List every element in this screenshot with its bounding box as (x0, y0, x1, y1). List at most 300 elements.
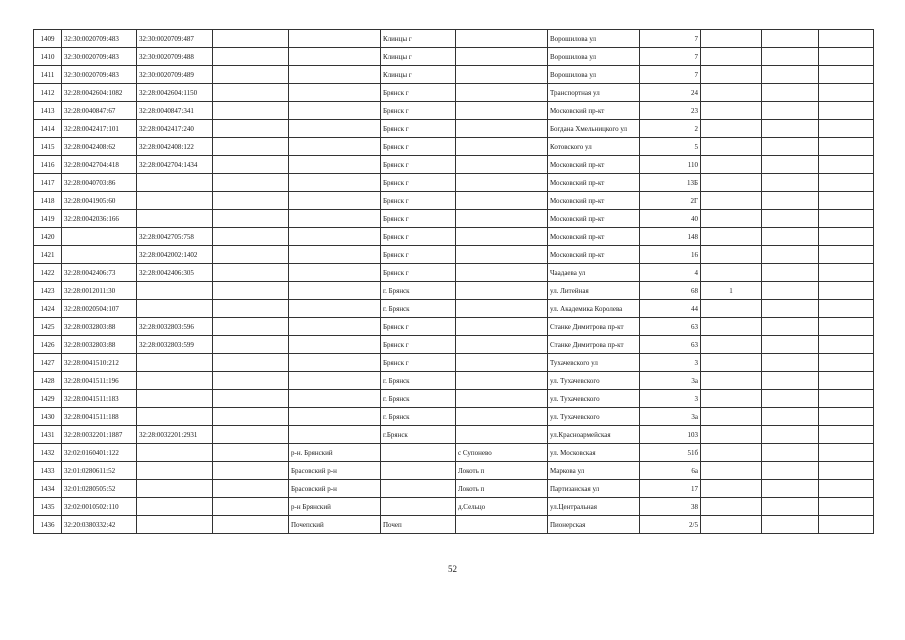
empty-cell (213, 66, 289, 84)
street-cell: Транспортная ул (548, 84, 640, 102)
district-cell: р-н. Брянский (289, 444, 381, 462)
city-cell: Брянск г (381, 318, 456, 336)
district-cell (289, 120, 381, 138)
row-number-cell: 1418 (34, 192, 62, 210)
object-cadastral-number-cell (137, 498, 213, 516)
table-row (34, 462, 874, 480)
district-cell (289, 318, 381, 336)
object-cadastral-number-cell (137, 444, 213, 462)
empty-cell (213, 246, 289, 264)
house-number-cell: 7 (640, 66, 701, 84)
extra-cell (762, 174, 819, 192)
table-row (34, 156, 874, 174)
extra-cell (762, 138, 819, 156)
house-number-cell: 4 (640, 264, 701, 282)
extra-cell (819, 228, 874, 246)
street-cell: Московский пр-кт (548, 210, 640, 228)
table-body (34, 30, 874, 534)
city-cell: Брянск г (381, 192, 456, 210)
table-row (34, 282, 874, 300)
extra-cell (819, 498, 874, 516)
district-cell (289, 246, 381, 264)
house-number-cell: 44 (640, 300, 701, 318)
house-number-cell: 3а (640, 408, 701, 426)
extra-cell (819, 372, 874, 390)
extra-cell (762, 210, 819, 228)
extra-cell (762, 246, 819, 264)
empty-cell (213, 138, 289, 156)
extra-cell (701, 174, 762, 192)
settlement-cell (456, 516, 548, 534)
table-row (34, 300, 874, 318)
extra-cell (819, 192, 874, 210)
empty-cell (213, 264, 289, 282)
object-cadastral-number-cell: 32:28:0032803:596 (137, 318, 213, 336)
city-cell: Брянск г (381, 246, 456, 264)
settlement-cell (456, 408, 548, 426)
street-cell: Московский пр-кт (548, 102, 640, 120)
extra-cell (701, 354, 762, 372)
extra-cell (819, 282, 874, 300)
object-cadastral-number-cell: 32:30:0020709:487 (137, 30, 213, 48)
extra-cell (701, 102, 762, 120)
extra-cell (762, 318, 819, 336)
table-row (34, 48, 874, 66)
extra-cell (701, 66, 762, 84)
extra-cell (819, 318, 874, 336)
street-cell: Московский пр-кт (548, 246, 640, 264)
settlement-cell (456, 174, 548, 192)
house-number-cell: 17 (640, 480, 701, 498)
street-cell: ул. Академика Королева (548, 300, 640, 318)
extra-cell (762, 120, 819, 138)
district-cell (289, 102, 381, 120)
city-cell: Брянск г (381, 138, 456, 156)
object-cadastral-number-cell (137, 210, 213, 228)
extra-cell (819, 246, 874, 264)
extra-cell (762, 66, 819, 84)
extra-cell (819, 120, 874, 138)
empty-cell (213, 282, 289, 300)
city-cell: Клинцы г (381, 30, 456, 48)
cadastral-number-cell: 32:28:0041511:196 (62, 372, 137, 390)
extra-cell (819, 174, 874, 192)
settlement-cell (456, 300, 548, 318)
cadastral-number-cell: 32:28:0012011:30 (62, 282, 137, 300)
empty-cell (213, 30, 289, 48)
extra-cell (819, 300, 874, 318)
cadastral-number-cell: 32:28:0042604:1082 (62, 84, 137, 102)
settlement-cell (456, 138, 548, 156)
extra-cell (762, 516, 819, 534)
cadastral-number-cell: 32:28:0020504:107 (62, 300, 137, 318)
extra-cell (762, 102, 819, 120)
city-cell: Брянск г (381, 228, 456, 246)
extra-cell (819, 264, 874, 282)
extra-cell (762, 228, 819, 246)
extra-cell (762, 192, 819, 210)
house-number-cell: 63 (640, 318, 701, 336)
street-cell: Московский пр-кт (548, 192, 640, 210)
house-number-cell: 6а (640, 462, 701, 480)
settlement-cell (456, 246, 548, 264)
house-number-cell: 2/5 (640, 516, 701, 534)
extra-cell (819, 84, 874, 102)
street-cell: Пионерская (548, 516, 640, 534)
row-number-cell: 1434 (34, 480, 62, 498)
row-number-cell: 1425 (34, 318, 62, 336)
extra-cell (701, 120, 762, 138)
extra-cell (819, 408, 874, 426)
empty-cell (213, 120, 289, 138)
city-cell (381, 444, 456, 462)
settlement-cell (456, 354, 548, 372)
city-cell: Брянск г (381, 156, 456, 174)
settlement-cell (456, 318, 548, 336)
district-cell (289, 228, 381, 246)
extra-cell (819, 336, 874, 354)
cadastral-number-cell: 32:30:0020709:483 (62, 66, 137, 84)
district-cell (289, 174, 381, 192)
city-cell: Брянск г (381, 336, 456, 354)
object-cadastral-number-cell (137, 354, 213, 372)
city-cell: г. Брянск (381, 408, 456, 426)
object-cadastral-number-cell: 32:28:0032803:599 (137, 336, 213, 354)
cadastral-number-cell: 32:28:0040847:67 (62, 102, 137, 120)
district-cell (289, 408, 381, 426)
table-row (34, 516, 874, 534)
object-cadastral-number-cell (137, 480, 213, 498)
house-number-cell: 3а (640, 372, 701, 390)
row-number-cell: 1426 (34, 336, 62, 354)
cadastral-number-cell: 32:20:0380332:42 (62, 516, 137, 534)
street-cell: ул. Тухачевского (548, 390, 640, 408)
object-cadastral-number-cell (137, 516, 213, 534)
settlement-cell: Локоть п (456, 480, 548, 498)
empty-cell (213, 372, 289, 390)
extra-cell (762, 498, 819, 516)
cadastral-number-cell: 32:28:0041905:60 (62, 192, 137, 210)
table-row (34, 336, 874, 354)
cadastral-number-cell: 32:28:0040703:86 (62, 174, 137, 192)
row-number-cell: 1431 (34, 426, 62, 444)
cadastral-number-cell (62, 228, 137, 246)
extra-cell (819, 354, 874, 372)
district-cell (289, 156, 381, 174)
street-cell: Партизанская ул (548, 480, 640, 498)
street-cell: ул. Литейная (548, 282, 640, 300)
house-number-cell: 23 (640, 102, 701, 120)
empty-cell (213, 156, 289, 174)
street-cell: Московский пр-кт (548, 228, 640, 246)
extra-cell (819, 102, 874, 120)
row-number-cell: 1412 (34, 84, 62, 102)
district-cell (289, 300, 381, 318)
empty-cell (213, 336, 289, 354)
table-row (34, 390, 874, 408)
row-number-cell: 1414 (34, 120, 62, 138)
city-cell: Клинцы г (381, 48, 456, 66)
object-cadastral-number-cell: 32:28:0042604:1150 (137, 84, 213, 102)
street-cell: Чаадаева ул (548, 264, 640, 282)
empty-cell (213, 354, 289, 372)
cadastral-number-cell: 32:28:0032803:88 (62, 336, 137, 354)
house-number-cell: 3 (640, 354, 701, 372)
district-cell (289, 210, 381, 228)
cadastral-number-cell: 32:28:0041510:212 (62, 354, 137, 372)
extra-cell (701, 192, 762, 210)
page-number: 52 (448, 564, 457, 574)
city-cell: Брянск г (381, 264, 456, 282)
extra-cell (701, 264, 762, 282)
street-cell: Тухачевского ул (548, 354, 640, 372)
district-cell: Брасовский р-н (289, 480, 381, 498)
district-cell (289, 192, 381, 210)
city-cell: Почеп (381, 516, 456, 534)
district-cell (289, 390, 381, 408)
city-cell: Брянск г (381, 354, 456, 372)
city-cell (381, 480, 456, 498)
row-number-cell: 1424 (34, 300, 62, 318)
house-number-cell: 24 (640, 84, 701, 102)
district-cell (289, 48, 381, 66)
street-cell: ул. Тухачевского (548, 372, 640, 390)
extra-cell (819, 480, 874, 498)
city-cell: Брянск г (381, 174, 456, 192)
object-cadastral-number-cell (137, 408, 213, 426)
object-cadastral-number-cell: 32:28:0042704:1434 (137, 156, 213, 174)
street-cell: ул. Тухачевского (548, 408, 640, 426)
city-cell: Брянск г (381, 120, 456, 138)
extra-cell (819, 156, 874, 174)
settlement-cell (456, 120, 548, 138)
extra-cell (819, 210, 874, 228)
empty-cell (213, 210, 289, 228)
empty-cell (213, 102, 289, 120)
row-number-cell: 1417 (34, 174, 62, 192)
row-number-cell: 1413 (34, 102, 62, 120)
extra-cell (701, 246, 762, 264)
extra-cell (701, 444, 762, 462)
table-row (34, 174, 874, 192)
empty-cell (213, 48, 289, 66)
house-number-cell: 63 (640, 336, 701, 354)
street-cell: Котовского ул (548, 138, 640, 156)
table-row (34, 84, 874, 102)
row-number-cell: 1423 (34, 282, 62, 300)
extra-cell (762, 444, 819, 462)
row-number-cell: 1430 (34, 408, 62, 426)
district-cell: Брасовский р-н (289, 462, 381, 480)
cadastral-number-cell: 32:28:0042704:418 (62, 156, 137, 174)
extra-cell (701, 138, 762, 156)
object-cadastral-number-cell: 32:28:0042408:122 (137, 138, 213, 156)
cadastral-number-cell: 32:28:0042408:62 (62, 138, 137, 156)
table-row (34, 228, 874, 246)
row-number-cell: 1411 (34, 66, 62, 84)
city-cell: г. Брянск (381, 282, 456, 300)
city-cell: Клинцы г (381, 66, 456, 84)
object-cadastral-number-cell (137, 282, 213, 300)
cadastral-number-cell: 32:02:0010502:110 (62, 498, 137, 516)
district-cell: р-н Брянский (289, 498, 381, 516)
extra-cell (819, 48, 874, 66)
city-cell: Брянск г (381, 84, 456, 102)
house-number-cell: 5 (640, 138, 701, 156)
extra-cell (701, 408, 762, 426)
row-number-cell: 1415 (34, 138, 62, 156)
extra-cell (762, 462, 819, 480)
object-cadastral-number-cell (137, 390, 213, 408)
table-row (34, 102, 874, 120)
district-cell (289, 336, 381, 354)
settlement-cell: Локоть п (456, 462, 548, 480)
empty-cell (213, 426, 289, 444)
object-cadastral-number-cell: 32:28:0042705:758 (137, 228, 213, 246)
city-cell: г.Брянск (381, 426, 456, 444)
object-cadastral-number-cell (137, 300, 213, 318)
extra-cell (701, 84, 762, 102)
object-cadastral-number-cell (137, 462, 213, 480)
cadastral-number-cell: 32:02:0160401:122 (62, 444, 137, 462)
extra-cell (701, 480, 762, 498)
extra-cell (701, 210, 762, 228)
district-cell (289, 84, 381, 102)
row-number-cell: 1422 (34, 264, 62, 282)
house-number-cell: 51б (640, 444, 701, 462)
settlement-cell (456, 336, 548, 354)
object-cadastral-number-cell: 32:30:0020709:488 (137, 48, 213, 66)
city-cell: г. Брянск (381, 300, 456, 318)
table-row (34, 246, 874, 264)
empty-cell (213, 516, 289, 534)
object-cadastral-number-cell: 32:28:0042002:1402 (137, 246, 213, 264)
district-cell (289, 264, 381, 282)
extra-cell (701, 426, 762, 444)
city-cell: г. Брянск (381, 372, 456, 390)
extra-cell (701, 336, 762, 354)
district-cell (289, 30, 381, 48)
street-cell: Ворошилова ул (548, 48, 640, 66)
extra-cell (701, 516, 762, 534)
extra-cell (762, 336, 819, 354)
row-number-cell: 1409 (34, 30, 62, 48)
object-cadastral-number-cell: 32:28:0040847:341 (137, 102, 213, 120)
settlement-cell (456, 210, 548, 228)
house-number-cell: 13Б (640, 174, 701, 192)
extra-cell (701, 156, 762, 174)
empty-cell (213, 480, 289, 498)
house-number-cell: 7 (640, 48, 701, 66)
extra-cell (819, 390, 874, 408)
extra-cell (762, 48, 819, 66)
street-cell: Ворошилова ул (548, 30, 640, 48)
extra-cell (762, 30, 819, 48)
street-cell: Богдана Хмельницкого ул (548, 120, 640, 138)
table-row (34, 444, 874, 462)
empty-cell (213, 192, 289, 210)
street-cell: Московский пр-кт (548, 156, 640, 174)
city-cell: г. Брянск (381, 390, 456, 408)
empty-cell (213, 408, 289, 426)
city-cell: Брянск г (381, 102, 456, 120)
street-cell: Московский пр-кт (548, 174, 640, 192)
city-cell: Брянск г (381, 210, 456, 228)
district-cell (289, 354, 381, 372)
empty-cell (213, 300, 289, 318)
extra-cell: 1 (701, 282, 762, 300)
cadastral-number-cell: 32:28:0042036:166 (62, 210, 137, 228)
extra-cell (819, 444, 874, 462)
house-number-cell: 103 (640, 426, 701, 444)
house-number-cell: 148 (640, 228, 701, 246)
house-number-cell: 16 (640, 246, 701, 264)
street-cell: Станке Димитрова пр-кт (548, 318, 640, 336)
settlement-cell (456, 426, 548, 444)
district-cell (289, 138, 381, 156)
district-cell (289, 426, 381, 444)
extra-cell (762, 156, 819, 174)
extra-cell (701, 228, 762, 246)
address-table (33, 29, 874, 534)
table-row (34, 354, 874, 372)
settlement-cell (456, 84, 548, 102)
city-cell (381, 498, 456, 516)
extra-cell (701, 372, 762, 390)
street-cell: ул.Центральная (548, 498, 640, 516)
empty-cell (213, 174, 289, 192)
object-cadastral-number-cell (137, 372, 213, 390)
cadastral-number-cell: 32:30:0020709:483 (62, 30, 137, 48)
city-cell (381, 462, 456, 480)
cadastral-number-cell: 32:01:0280611:52 (62, 462, 137, 480)
street-cell: ул.Красноармейская (548, 426, 640, 444)
cadastral-number-cell: 32:28:0032201:1887 (62, 426, 137, 444)
extra-cell (762, 372, 819, 390)
object-cadastral-number-cell (137, 174, 213, 192)
cadastral-number-cell (62, 246, 137, 264)
table-row (34, 264, 874, 282)
table-row (34, 192, 874, 210)
extra-cell (762, 390, 819, 408)
settlement-cell (456, 66, 548, 84)
extra-cell (762, 300, 819, 318)
settlement-cell (456, 192, 548, 210)
settlement-cell (456, 264, 548, 282)
row-number-cell: 1433 (34, 462, 62, 480)
table-row (34, 138, 874, 156)
settlement-cell (456, 48, 548, 66)
street-cell: Ворошилова ул (548, 66, 640, 84)
extra-cell (762, 480, 819, 498)
table-row (34, 480, 874, 498)
extra-cell (762, 84, 819, 102)
row-number-cell: 1420 (34, 228, 62, 246)
empty-cell (213, 84, 289, 102)
house-number-cell: 3 (640, 390, 701, 408)
table-row (34, 372, 874, 390)
cadastral-number-cell: 32:01:0280505:52 (62, 480, 137, 498)
row-number-cell: 1429 (34, 390, 62, 408)
house-number-cell: 110 (640, 156, 701, 174)
street-cell: Станке Димитрова пр-кт (548, 336, 640, 354)
cadastral-number-cell: 32:28:0041511:183 (62, 390, 137, 408)
object-cadastral-number-cell: 32:28:0042406:305 (137, 264, 213, 282)
settlement-cell (456, 228, 548, 246)
empty-cell (213, 318, 289, 336)
settlement-cell (456, 102, 548, 120)
house-number-cell: 40 (640, 210, 701, 228)
